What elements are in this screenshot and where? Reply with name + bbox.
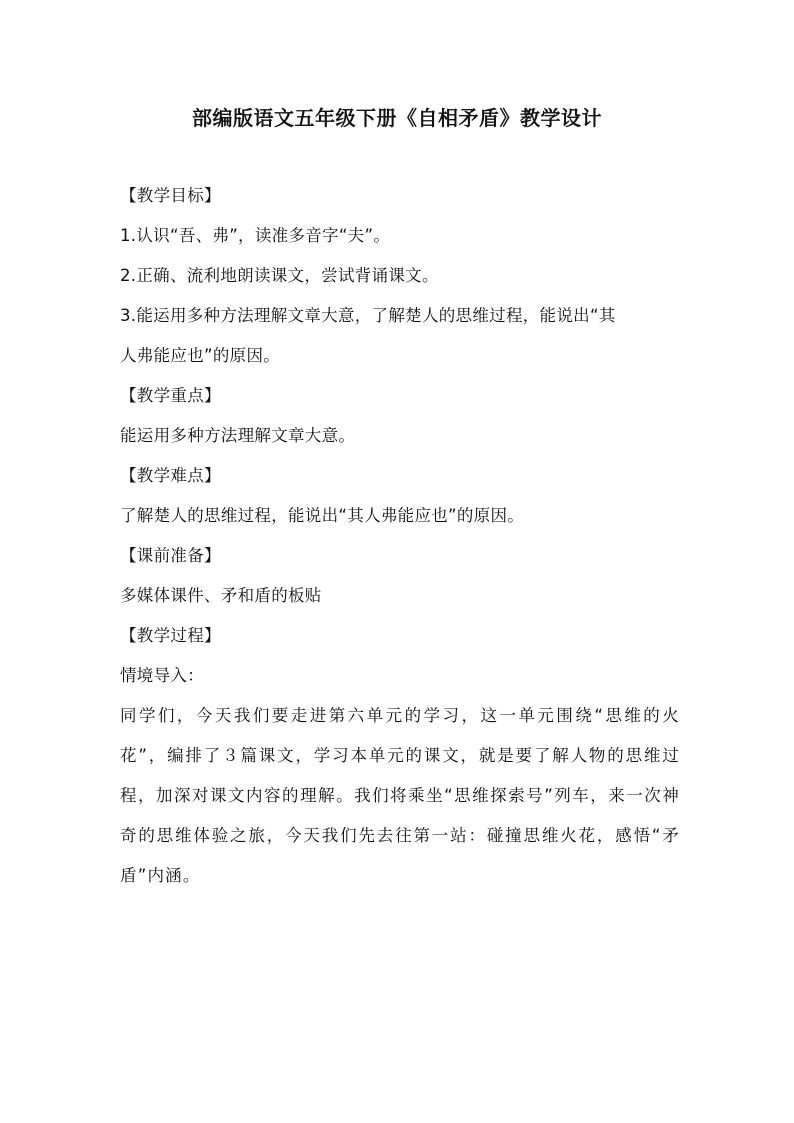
prep-heading: 【课前准备】	[120, 546, 221, 565]
document-body	[120, 186, 680, 896]
intro-paragraph: 同学们，今天我们要走进第六单元的学习，这一单元围绕“思维的火花”，编排了３篇课文，学习本单元的课文，就是要了解人物的思维过程，加深对课文内容的理解。我们将乘坐“思维探索号”列车，来一次神奇的思维体验之旅，今天我们先去往第一站：碰撞思维火花，感悟“矛盾”内涵。	[120, 706, 680, 885]
goals-heading: 【教学目标】	[120, 186, 221, 205]
goal-3-line-2: 人弗能应也”的原因。	[120, 346, 281, 365]
key-heading: 【教学重点】	[120, 386, 221, 405]
difficulty-text: 了解楚人的思维过程，能说出“其人弗能应也”的原因。	[120, 506, 525, 525]
goal-2: 2.正确、流利地朗读课文，尝试背诵课文。	[120, 266, 439, 285]
difficulty-heading: 【教学难点】	[120, 466, 221, 485]
document-title: 部编版语文五年级下册《自相矛盾》教学设计	[192, 106, 602, 130]
goal-3-line-1: 3.能运用多种方法理解文章大意，了解楚人的思维过程，能说出“其	[120, 306, 616, 325]
goal-1: 1.认识“吾、弗”，读准多音字“夫”。	[120, 226, 391, 245]
intro-heading: 情境导入：	[120, 666, 204, 685]
key-text: 能运用多种方法理解文章大意。	[120, 426, 356, 445]
process-heading: 【教学过程】	[120, 626, 221, 645]
prep-text: 多媒体课件、矛和盾的板贴	[120, 586, 322, 605]
